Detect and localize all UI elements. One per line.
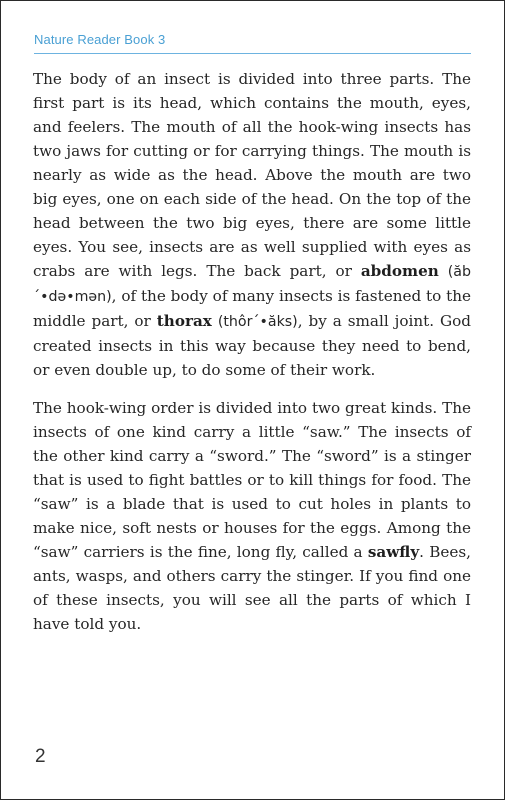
pronunciation-abdomen: (ăb´•dә•mәn) (33, 264, 471, 305)
bold-term-sawfly: sawfly (367, 543, 420, 561)
body-text (33, 67, 471, 650)
running-header-title: Nature Reader Book 3 (34, 32, 166, 47)
paragraph-text (439, 262, 448, 280)
paragraph-2 (33, 396, 471, 636)
bold-term-abdomen: abdomen (360, 262, 439, 280)
page-number: 2 (35, 746, 46, 767)
paragraph-1 (33, 67, 471, 382)
bold-term-thorax: thorax (156, 312, 212, 330)
paragraph-text: , of the body of many insects is fastened to the middle part, or (33, 287, 471, 330)
paragraph-text: . Bees, ants, wasps, and others carry the stinger. If you find one of these insects, you will see all the parts of which I have told you. (33, 543, 471, 633)
paragraph-text: The body of an insect is divided into three parts. The first part is its head, which contains the mouth, eyes, and feelers. The mouth of all the hook-wing insects has two jaws for cutting or for carrying things. The mouth is nearly as wide as the head. Above the mouth are two big eyes, one on each side of the head. On the top of the head between the two big eyes, there are some little eyes. You see, insects are as well supplied with eyes as crabs are with legs. The back part, or (33, 70, 471, 280)
pronunciation-thorax: (thôr´•ăks) (217, 314, 298, 330)
paragraph-text: , by a small joint. God created insects in this way because they need to bend, or even double up, to do some of their work. (33, 312, 472, 379)
header-rule (34, 53, 471, 54)
paragraph-text: The hook-wing order is divided into two great kinds. The insects of one kind carry a little “saw.” The insects of the other kind carry a “sword.” The “sword” is a stinger that is used to fight battles or to kill things for food. The “saw” is a blade that is used to cut holes in plants to make nice, soft nests or houses for the eggs. Among the “saw” carriers is the fine, long fly, called a (33, 399, 471, 561)
